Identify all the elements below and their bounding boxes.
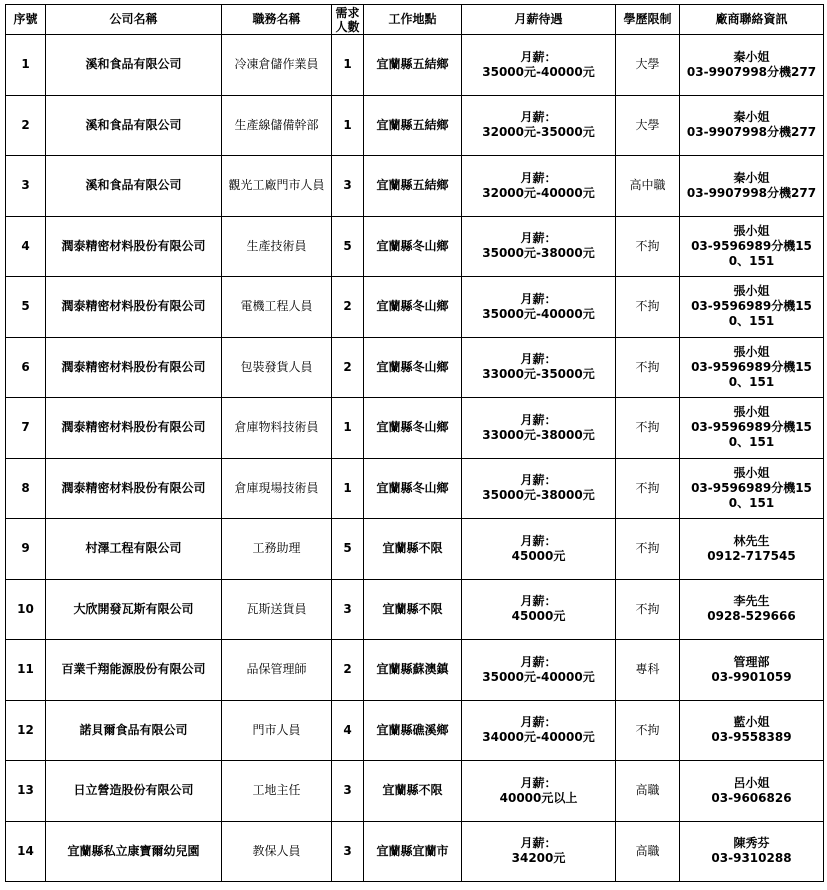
company-name <box>46 519 222 580</box>
work-location-location: 宜蘭縣蘇澳鎮 <box>376 662 449 677</box>
headcount-count: 3 <box>343 783 352 798</box>
contact-info <box>680 35 824 96</box>
salary-pay: 35000元-40000元 <box>482 669 595 684</box>
headcount-count: 1 <box>343 420 352 435</box>
work-location-location: 宜蘭縣宜蘭市 <box>376 843 449 858</box>
education-requirement-edu: 不拘 <box>635 541 660 556</box>
headcount-count: 1 <box>343 117 352 132</box>
table-row <box>6 640 824 701</box>
contact-info-contact-name: 李先生 <box>733 594 770 609</box>
table-row <box>6 700 824 761</box>
contact-info-contact-name: 張小姐 <box>733 465 770 480</box>
contact-info-contact-name: 陳秀芬 <box>733 836 770 851</box>
contact-info-contact-phone: 03-9901059 <box>711 669 792 684</box>
job-title <box>222 337 332 398</box>
table-row <box>6 398 824 459</box>
education-requirement-edu: 大學 <box>635 57 660 72</box>
row-no-no: 8 <box>21 480 30 495</box>
company-name-company: 潤泰精密材料股份有限公司 <box>61 238 206 253</box>
headcount-count: 1 <box>343 480 352 495</box>
headcount <box>332 761 364 822</box>
work-location-location: 宜蘭縣不限 <box>382 783 443 798</box>
job-title-title: 生產線儲備幹部 <box>234 117 319 132</box>
contact-info <box>680 579 824 640</box>
work-location <box>364 337 462 398</box>
job-title <box>222 640 332 701</box>
contact-info-contact-phone: 03-9596989分機150、151 <box>691 238 812 268</box>
contact-info-contact-phone: 03-9596989分機150、151 <box>691 420 812 450</box>
salary-pay: 35000元-40000元 <box>482 306 595 321</box>
company-name <box>46 579 222 640</box>
salary-pay: 33000元-35000元 <box>482 367 595 382</box>
row-no <box>6 337 46 398</box>
work-location <box>364 35 462 96</box>
salary-pay: 35000元-38000元 <box>482 246 595 261</box>
contact-info <box>680 519 824 580</box>
table-header-row <box>6 5 824 35</box>
salary-pay: 32000元-35000元 <box>482 125 595 140</box>
headcount-count: 2 <box>343 662 352 677</box>
salary-pay-label: 月薪： <box>520 533 557 548</box>
education-requirement <box>616 337 680 398</box>
salary-pay-label: 月薪： <box>520 291 557 306</box>
salary-pay: 34000元-40000元 <box>482 730 595 745</box>
header-location: 工作地點 <box>364 5 462 35</box>
headcount <box>332 579 364 640</box>
job-title <box>222 579 332 640</box>
header-company: 公司名稱 <box>46 5 222 35</box>
row-no-no: 2 <box>21 117 30 132</box>
company-name <box>46 640 222 701</box>
education-requirement-edu: 不拘 <box>635 601 660 616</box>
company-name-company: 潤泰精密材料股份有限公司 <box>61 420 206 435</box>
salary-pay-label: 月薪： <box>520 654 557 669</box>
contact-info-contact-name: 張小姐 <box>733 223 770 238</box>
salary-pay-label: 月薪： <box>520 352 557 367</box>
education-requirement <box>616 398 680 459</box>
contact-info-contact-phone: 03-9596989分機150、151 <box>691 359 812 389</box>
row-no-no: 7 <box>21 420 30 435</box>
company-name-company: 潤泰精密材料股份有限公司 <box>61 359 206 374</box>
contact-info-contact-phone: 03-9606826 <box>711 790 792 805</box>
education-requirement <box>616 277 680 338</box>
headcount-count: 3 <box>343 601 352 616</box>
salary <box>462 761 616 822</box>
work-location-location: 宜蘭縣不限 <box>382 601 443 616</box>
row-no <box>6 640 46 701</box>
education-requirement-edu: 高中職 <box>629 178 666 193</box>
row-no <box>6 156 46 217</box>
header-pay: 月薪待遇 <box>462 5 616 35</box>
education-requirement <box>616 35 680 96</box>
work-location <box>364 216 462 277</box>
salary-pay: 35000元-40000元 <box>482 64 595 79</box>
headcount <box>332 700 364 761</box>
job-title-title: 觀光工廠門市人員 <box>228 178 325 193</box>
education-requirement <box>616 519 680 580</box>
education-requirement-edu: 不拘 <box>635 238 660 253</box>
headcount <box>332 35 364 96</box>
work-location <box>364 156 462 217</box>
company-name <box>46 337 222 398</box>
company-name <box>46 700 222 761</box>
headcount <box>332 216 364 277</box>
education-requirement <box>616 579 680 640</box>
work-location-location: 宜蘭縣冬山鄉 <box>376 480 449 495</box>
company-name <box>46 398 222 459</box>
salary <box>462 95 616 156</box>
work-location-location: 宜蘭縣五結鄉 <box>376 178 449 193</box>
company-name-company: 溪和食品有限公司 <box>85 117 182 132</box>
row-no <box>6 277 46 338</box>
company-name-company: 宜蘭縣私立康寶爾幼兒園 <box>67 843 200 858</box>
salary <box>462 458 616 519</box>
work-location <box>364 458 462 519</box>
table-row <box>6 216 824 277</box>
headcount <box>332 519 364 580</box>
contact-info-contact-name: 秦小姐 <box>733 170 770 185</box>
salary <box>462 640 616 701</box>
company-name <box>46 458 222 519</box>
row-no-no: 4 <box>21 238 30 253</box>
company-name-company: 日立營造股份有限公司 <box>73 783 194 798</box>
job-title-title: 門市人員 <box>252 722 301 737</box>
company-name-company: 溪和食品有限公司 <box>85 178 182 193</box>
contact-info-contact-name: 藍小姐 <box>733 715 770 730</box>
job-title <box>222 95 332 156</box>
salary <box>462 35 616 96</box>
company-name-company: 大欣開發瓦斯有限公司 <box>73 601 194 616</box>
salary-pay-label: 月薪： <box>520 715 557 730</box>
salary <box>462 156 616 217</box>
education-requirement <box>616 700 680 761</box>
job-title <box>222 277 332 338</box>
salary <box>462 216 616 277</box>
company-name-company: 村澤工程有限公司 <box>85 541 182 556</box>
row-no-no: 13 <box>17 783 34 798</box>
salary <box>462 579 616 640</box>
row-no-no: 11 <box>17 662 34 677</box>
work-location <box>364 579 462 640</box>
salary-pay: 45000元 <box>511 609 566 624</box>
row-no-no: 3 <box>21 178 30 193</box>
contact-info <box>680 337 824 398</box>
headcount-count: 5 <box>343 541 352 556</box>
work-location <box>364 95 462 156</box>
row-no-no: 1 <box>21 57 30 72</box>
header-title: 職務名稱 <box>222 5 332 35</box>
salary-pay-label: 月薪： <box>520 110 557 125</box>
headcount <box>332 821 364 882</box>
work-location-location: 宜蘭縣五結鄉 <box>376 57 449 72</box>
headcount-count: 2 <box>343 359 352 374</box>
headcount-count: 4 <box>343 722 352 737</box>
contact-info <box>680 640 824 701</box>
headcount-count: 3 <box>343 178 352 193</box>
work-location-location: 宜蘭縣冬山鄉 <box>376 238 449 253</box>
salary-pay: 35000元-38000元 <box>482 488 595 503</box>
job-title-title: 工務助理 <box>252 541 301 556</box>
contact-info-contact-name: 張小姐 <box>733 405 770 420</box>
job-title-title: 倉庫物料技術員 <box>234 420 319 435</box>
contact-info <box>680 216 824 277</box>
company-name <box>46 35 222 96</box>
salary-pay: 45000元 <box>511 548 566 563</box>
row-no <box>6 216 46 277</box>
table-body <box>6 35 824 882</box>
headcount <box>332 458 364 519</box>
table-row <box>6 519 824 580</box>
work-location-location: 宜蘭縣冬山鄉 <box>376 359 449 374</box>
work-location <box>364 761 462 822</box>
contact-info <box>680 398 824 459</box>
contact-info-contact-phone: 03-9558389 <box>711 730 792 745</box>
company-name <box>46 761 222 822</box>
contact-info-contact-phone: 03-9907998分機277 <box>686 64 817 79</box>
job-title <box>222 156 332 217</box>
salary-pay-label: 月薪： <box>520 775 557 790</box>
salary-pay-label: 月薪： <box>520 170 557 185</box>
salary-pay-label: 月薪： <box>520 473 557 488</box>
company-name <box>46 277 222 338</box>
education-requirement-edu: 不拘 <box>635 420 660 435</box>
education-requirement-edu: 專科 <box>635 662 660 677</box>
contact-info <box>680 700 824 761</box>
work-location <box>364 398 462 459</box>
row-no-no: 12 <box>17 722 34 737</box>
table-row <box>6 95 824 156</box>
salary <box>462 700 616 761</box>
contact-info-contact-phone: 0928-529666 <box>707 609 796 624</box>
row-no <box>6 95 46 156</box>
table-row <box>6 156 824 217</box>
contact-info <box>680 156 824 217</box>
row-no <box>6 519 46 580</box>
headcount-count: 5 <box>343 238 352 253</box>
work-location <box>364 640 462 701</box>
row-no <box>6 761 46 822</box>
company-name <box>46 156 222 217</box>
header-no: 序號 <box>6 5 46 35</box>
contact-info <box>680 761 824 822</box>
headcount-count: 2 <box>343 299 352 314</box>
job-title-title: 包裝發貨人員 <box>240 359 313 374</box>
contact-info-contact-phone: 03-9907998分機277 <box>686 125 817 140</box>
company-name-company: 溪和食品有限公司 <box>85 57 182 72</box>
company-name-company: 潤泰精密材料股份有限公司 <box>61 299 206 314</box>
job-title-title: 瓦斯送貨員 <box>246 601 307 616</box>
contact-info-contact-phone: 0912-717545 <box>707 548 796 563</box>
header-count: 需求人數 <box>332 5 364 35</box>
job-title <box>222 821 332 882</box>
row-no-no: 5 <box>21 299 30 314</box>
education-requirement-edu: 不拘 <box>635 722 660 737</box>
contact-info-contact-name: 張小姐 <box>733 284 770 299</box>
job-title-title: 工地主任 <box>252 783 301 798</box>
row-no-no: 9 <box>21 541 30 556</box>
education-requirement <box>616 156 680 217</box>
salary-pay-label: 月薪： <box>520 49 557 64</box>
row-no-no: 10 <box>17 601 34 616</box>
education-requirement-edu: 高職 <box>635 843 660 858</box>
education-requirement-edu: 不拘 <box>635 299 660 314</box>
row-no <box>6 398 46 459</box>
row-no <box>6 700 46 761</box>
work-location-location: 宜蘭縣不限 <box>382 541 443 556</box>
work-location <box>364 821 462 882</box>
education-requirement <box>616 458 680 519</box>
contact-info <box>680 458 824 519</box>
education-requirement-edu: 不拘 <box>635 359 660 374</box>
education-requirement-edu: 大學 <box>635 117 660 132</box>
work-location-location: 宜蘭縣冬山鄉 <box>376 299 449 314</box>
education-requirement <box>616 761 680 822</box>
salary <box>462 519 616 580</box>
job-title <box>222 458 332 519</box>
contact-info <box>680 277 824 338</box>
company-name <box>46 95 222 156</box>
education-requirement-edu: 高職 <box>635 783 660 798</box>
work-location <box>364 277 462 338</box>
table-row <box>6 821 824 882</box>
contact-info-contact-name: 林先生 <box>733 533 770 548</box>
salary-pay-label: 月薪： <box>520 231 557 246</box>
work-location <box>364 700 462 761</box>
job-title <box>222 519 332 580</box>
contact-info <box>680 821 824 882</box>
salary <box>462 398 616 459</box>
contact-info-contact-name: 張小姐 <box>733 344 770 359</box>
row-no <box>6 458 46 519</box>
contact-info-contact-phone: 03-9596989分機150、151 <box>691 480 812 510</box>
work-location-location: 宜蘭縣五結鄉 <box>376 117 449 132</box>
headcount <box>332 640 364 701</box>
contact-info-contact-name: 呂小姐 <box>733 775 770 790</box>
headcount <box>332 156 364 217</box>
salary-pay: 33000元-38000元 <box>482 427 595 442</box>
header-education: 學歷限制 <box>616 5 680 35</box>
company-name-company: 潤泰精密材料股份有限公司 <box>61 480 206 495</box>
education-requirement <box>616 640 680 701</box>
salary-pay: 34200元 <box>511 851 566 866</box>
salary-pay-label: 月薪： <box>520 594 557 609</box>
headcount <box>332 337 364 398</box>
headcount <box>332 398 364 459</box>
job-title <box>222 700 332 761</box>
job-title <box>222 761 332 822</box>
job-title <box>222 35 332 96</box>
contact-info-contact-phone: 03-9907998分機277 <box>686 185 817 200</box>
headcount <box>332 277 364 338</box>
table-row <box>6 458 824 519</box>
header-contact: 廠商聯絡資訊 <box>680 5 824 35</box>
contact-info-contact-name: 秦小姐 <box>733 49 770 64</box>
salary-pay: 40000元以上 <box>499 790 578 805</box>
job-title <box>222 216 332 277</box>
salary-pay: 32000元-40000元 <box>482 185 595 200</box>
job-title-title: 生產技術員 <box>246 238 307 253</box>
table-row <box>6 761 824 822</box>
salary <box>462 277 616 338</box>
row-no-no: 14 <box>17 843 34 858</box>
job-title-title: 倉庫現場技術員 <box>234 480 319 495</box>
company-name <box>46 216 222 277</box>
salary-pay-label: 月薪： <box>520 412 557 427</box>
contact-info-contact-phone: 03-9596989分機150、151 <box>691 299 812 329</box>
education-requirement <box>616 216 680 277</box>
work-location-location: 宜蘭縣礁溪鄉 <box>376 722 449 737</box>
row-no <box>6 579 46 640</box>
table-row <box>6 277 824 338</box>
headcount-count: 1 <box>343 57 352 72</box>
education-requirement-edu: 不拘 <box>635 480 660 495</box>
company-name <box>46 821 222 882</box>
salary <box>462 337 616 398</box>
salary <box>462 821 616 882</box>
job-title-title: 冷凍倉儲作業員 <box>234 57 319 72</box>
contact-info-contact-name: 管理部 <box>733 654 770 669</box>
salary-pay-label: 月薪： <box>520 836 557 851</box>
headcount-count: 3 <box>343 843 352 858</box>
work-location <box>364 519 462 580</box>
contact-info <box>680 95 824 156</box>
company-name-company: 百業千翔能源股份有限公司 <box>61 662 206 677</box>
job-listing-table <box>5 4 824 882</box>
table-row <box>6 337 824 398</box>
job-title-title: 電機工程人員 <box>240 299 313 314</box>
job-title-title: 品保管理師 <box>246 662 307 677</box>
headcount <box>332 95 364 156</box>
row-no-no: 6 <box>21 359 30 374</box>
job-title <box>222 398 332 459</box>
row-no <box>6 35 46 96</box>
company-name-company: 諾貝爾食品有限公司 <box>79 722 188 737</box>
education-requirement <box>616 95 680 156</box>
contact-info-contact-name: 秦小姐 <box>733 110 770 125</box>
contact-info-contact-phone: 03-9310288 <box>711 851 792 866</box>
table-row <box>6 35 824 96</box>
work-location-location: 宜蘭縣冬山鄉 <box>376 420 449 435</box>
education-requirement <box>616 821 680 882</box>
table-row <box>6 579 824 640</box>
job-title-title: 教保人員 <box>252 843 301 858</box>
row-no <box>6 821 46 882</box>
